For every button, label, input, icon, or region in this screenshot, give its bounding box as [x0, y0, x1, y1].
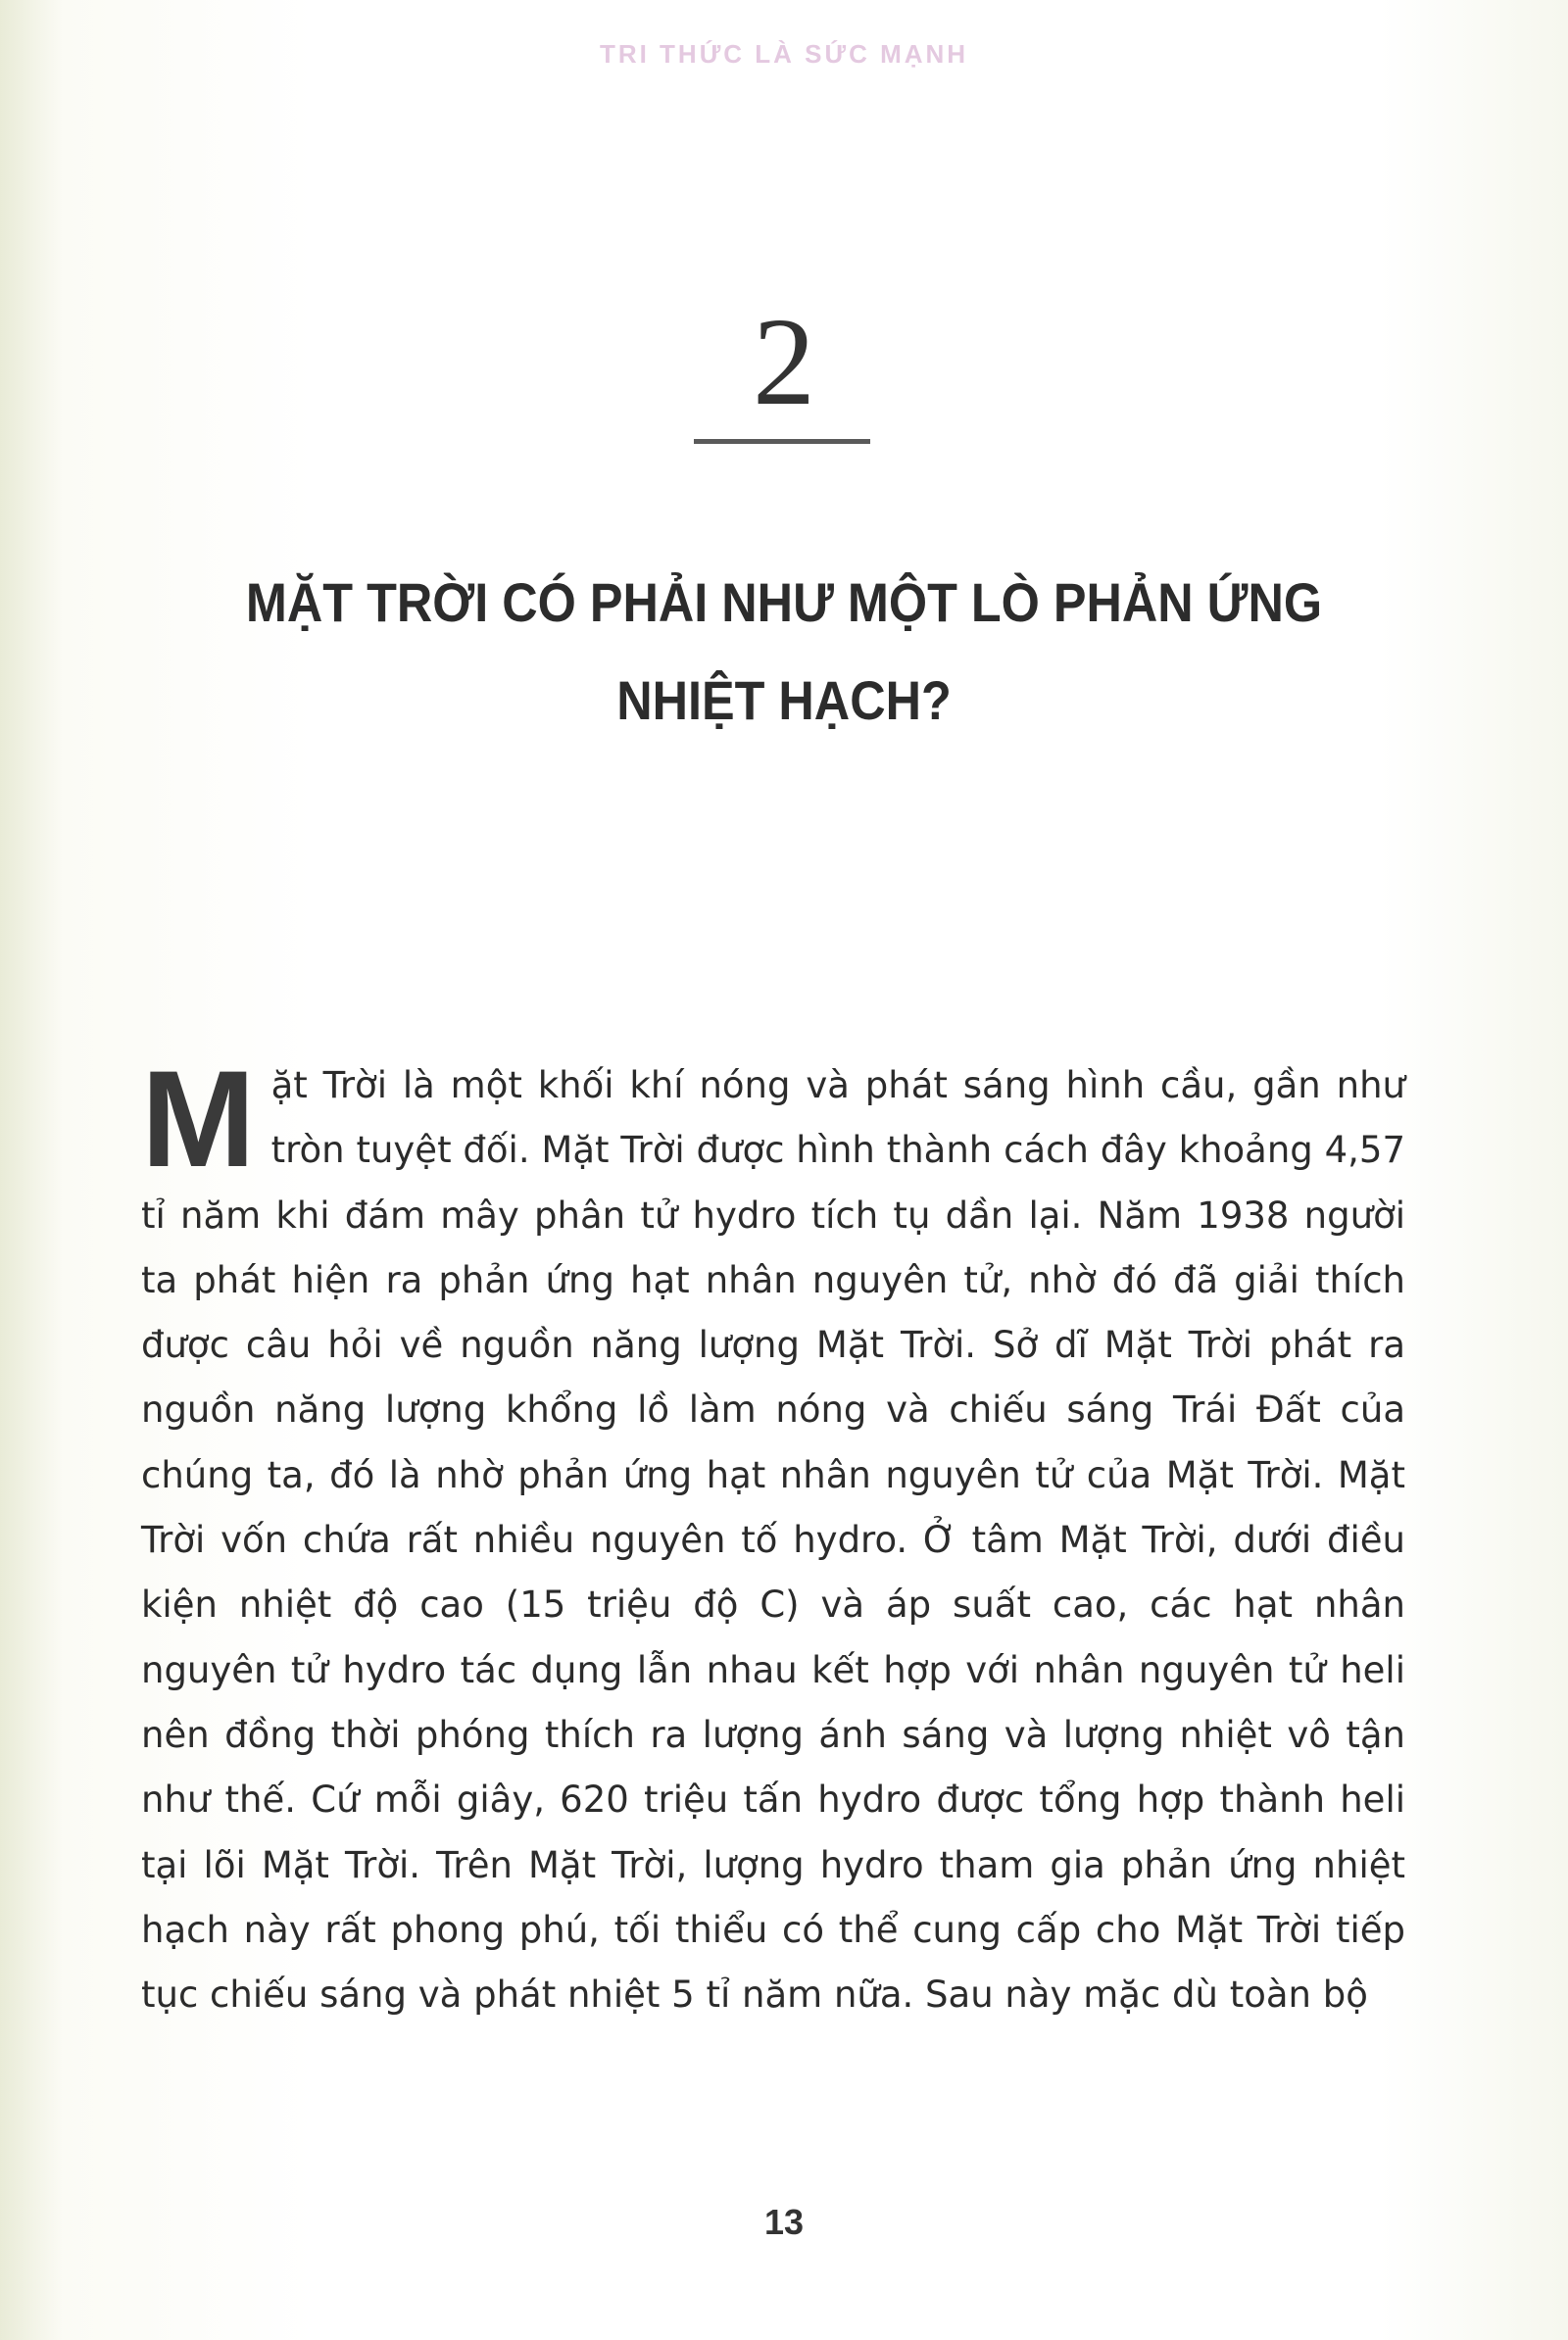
chapter-number-underline	[694, 439, 870, 444]
body-paragraph	[141, 1042, 1405, 2027]
page-number: 13	[763, 2202, 805, 2242]
paragraph-text: ặt Trời là một khối khí nóng và phát sáng hình cầu, gần như tròn tuyệt đối. Mặt Trời được hình thành cách đây khoảng 4,57 tỉ năm khi đám mây phân tử hydro tích tụ dần lại. Năm 1938 người ta phát hiện ra phản ứng hạt nhân nguyên tử, nhờ đó đã giải thích được câu hỏi về nguồn năng lượng Mặt Trời. Sở dĩ Mặt Trời phát ra nguồn năng lượng khổng lồ làm nóng và chiếu sáng Trái Đất của chúng ta, đó là nhờ phản ứng hạt nhân nguyên tử của Mặt Trời. Mặt Trời vốn chứa rất nhiều nguyên tố hydro. Ở tâm Mặt Trời, dưới điều kiện nhiệt độ cao (15 triệu độ C) và áp suất cao, các hạt nhân nguyên tử hydro tác dụng lẫn nhau kết hợp với nhân nguyên tử heli nên đồng thời phóng thích ra lượng ánh sáng và lượng nhiệt vô tận như thế. Cứ mỗi giây, 620 triệu tấn hydro được tổng hợp thành heli tại lõi Mặt Trời. Trên Mặt Trời, lượng hydro tham gia phản ứng nhiệt hạch này rất phong phú, tối thiểu có thể cung cấp cho Mặt Trời tiếp tục chiếu sáng và phát nhiệt 5 tỉ năm nữa. Sau này mặc dù toàn bộ	[141, 1064, 1405, 2017]
running-header: TRI THỨC LÀ SỨC MẠNH	[599, 39, 969, 69]
drop-cap: M	[141, 1042, 256, 1195]
chapter-number: 2	[753, 292, 815, 431]
chapter-title: MẶT TRỜI CÓ PHẢI NHƯ MỘT LÒ PHẢN ỨNG NHIỆT HẠCH?	[245, 571, 1323, 731]
